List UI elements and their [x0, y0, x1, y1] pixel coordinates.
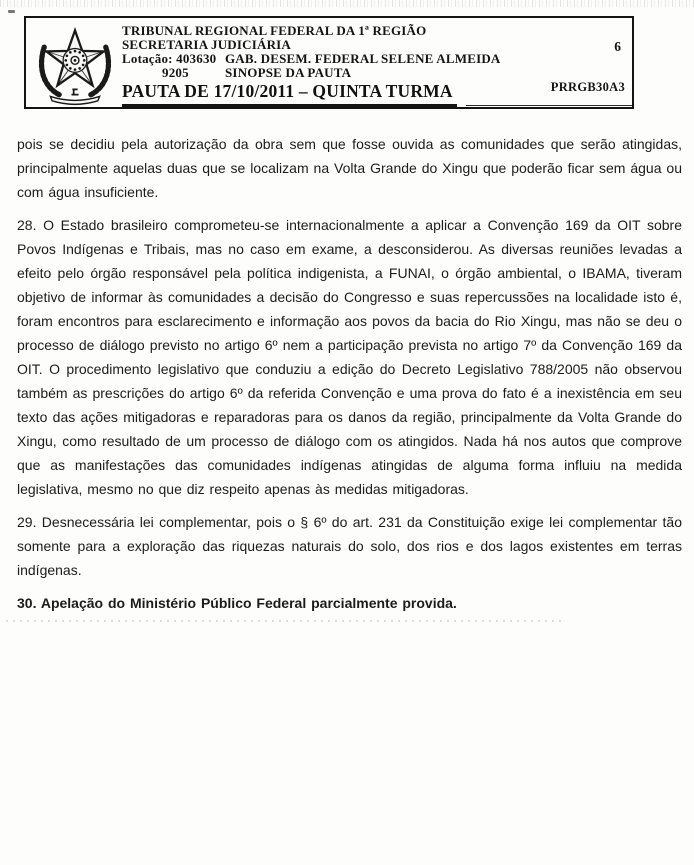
brazil-coat-of-arms-icon [31, 19, 119, 107]
paragraph-28: 28. O Estado brasileiro comprometeu-se internacionalmente a aplicar a Convenção 169 da OIT sobre Povos Indígenas e Tribais, mas no caso em exame, a desconsiderou. As diversas reuniões levadas a efeito pelo órgão responsável pela política indigenista, a FUNAI, o órgão ambiental, o IBAMA, tiveram objetivo de informar às comunidades a decisão do Congresso e suas repercussões na localidade isto é, foram encontros para esclarecimento e informação aos povos da bacia do Rio Xingu, mas não se deu o processo de diálogo previsto no artigo 6º nem a participação prevista no artigo 7º da Convenção 169 da OIT. O procedimento legislativo que conduziu a edição do Decreto Legislativo 788/2005 não observou também as prescrições do artigo 6º da referida Convenção e uma prova do fato é a inexistência em seu texto das ações mitigadoras e reparadoras para os danos da região, principalmente da Volta Grande do Xingu, como resultado de um processo de diálogo com os atingidos. Nada há nos autos que comprove que as manifestações das comunidades indígenas atingidas de alguma forma influiu na medida legislativa, mesmo no que diz respeito apenas às medidas mitigadoras. [17, 217, 682, 497]
lotacao-label-value: Lotação: 403630 [122, 51, 217, 66]
paragraph-30: 30. Apelação do Ministério Público Federal parcialmente provida. [17, 595, 457, 611]
org-name: TRIBUNAL REGIONAL FEDERAL DA 1ª REGIÃO [122, 23, 427, 38]
page-number: 6 [614, 39, 621, 54]
doc-code: PRRGB30A3 [550, 80, 625, 94]
sinopse-label: SINOPSE DA PAUTA [225, 65, 352, 80]
title-rule [466, 105, 632, 107]
scan-artifact-speck [8, 10, 15, 13]
scan-artifact-top [0, 0, 694, 7]
gabinete-label: GAB. DESEM. FEDERAL SELENE ALMEIDA [225, 51, 501, 66]
paragraph-29: 29. Desnecessária lei complementar, pois o § 6º do art. 231 da Constituição exige lei complementar tão somente para a exploração das riquezas naturais do solo, dos rios e dos lagos existentes em terras indígenas. [17, 514, 682, 578]
lotacao-line [122, 52, 582, 66]
pauta-title: PAUTA DE 17/10/2011 – QUINTA TURMA [122, 81, 457, 107]
letterhead-box [24, 16, 634, 109]
codigo-value: 9205 [162, 65, 189, 80]
paragraph-intro: pois se decidiu pela autorização da obra sem que fosse ouvida as comunidades que serão atingidas, principalmente aquelas duas que se localizam na Volta Grande do Xingu que poderão ficar sem água ou com água insuficiente. [17, 136, 682, 200]
org-department: SECRETARIA JUDICIÁRIA [122, 37, 292, 52]
document-body [17, 132, 682, 624]
